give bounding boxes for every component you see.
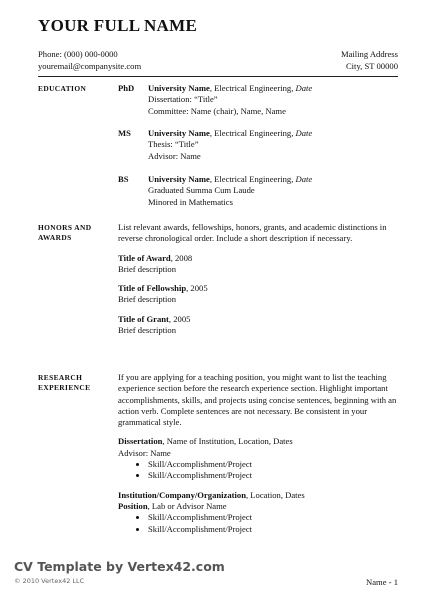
university-line: University Name, Electrical Engineering, Date xyxy=(148,83,313,93)
section-label-education: EDUCATION xyxy=(38,84,87,93)
edu-detail: Minored in Mathematics xyxy=(148,196,233,207)
research-intro: If you are applying for a teaching position, you might want to list the teaching experience section before the research experience section. Highlight important accomplishments, skills, and projects using concise sentences, beginning with an action verb. Complete sentences are not necessary. Be consistent in your grammatical style. xyxy=(118,372,397,428)
research-section xyxy=(118,372,400,535)
edu-detail: Graduated Summa Cum Laude xyxy=(148,185,255,196)
city-state-zip: City, ST 00000 xyxy=(345,61,398,71)
edu-detail: Thesis: “Title” xyxy=(148,139,199,150)
award-item: Title of Grant, 2005 Brief description xyxy=(118,313,191,336)
edu-detail: Committee: Name (chair), Name, Name xyxy=(148,105,286,116)
template-brand: CV Template by Vertex42.com xyxy=(14,559,225,574)
phone: Phone: (000) 000-0000 xyxy=(38,49,118,59)
degree: PhD xyxy=(118,83,135,93)
section-label-honors: HONORS AND AWARDS xyxy=(38,223,92,242)
research-entry: Dissertation, Name of Institution, Location, Dates Advisor: Name • Skill/Accomplishment/Project • Skill/Accomplishment/Project xyxy=(118,436,400,481)
address-block xyxy=(341,48,398,72)
degree: MS xyxy=(118,128,131,138)
mailing-address: Mailing Address xyxy=(340,49,398,59)
copyright: © 2010 Vertex42 LLC xyxy=(14,577,85,585)
bullet-item: • Skill/Accomplishment/Project xyxy=(148,470,400,481)
bullet-item: • Skill/Accomplishment/Project xyxy=(148,524,400,535)
header-divider xyxy=(38,76,398,77)
honors-section xyxy=(118,222,400,336)
section-label-research: RESEARCH EXPERIENCE xyxy=(38,373,91,392)
university-line: University Name, Electrical Engineering, Date xyxy=(148,128,313,138)
research-entry: Institution/Company/Organization, Location, Dates Position, Lab or Advisor Name • Skill/Accomplishment/Project • Skill/Accomplishment/Project xyxy=(118,490,400,535)
university-line: University Name, Electrical Engineering, Date xyxy=(148,174,313,184)
edu-detail: Dissertation: “Title” xyxy=(148,94,218,105)
award-item: Title of Award, 2008 Brief description xyxy=(118,252,193,274)
honors-intro: List relevant awards, fellowships, honors, grants, and academic distinctions in reverse chronological order. Include a short description if necessary. xyxy=(118,222,387,244)
degree: BS xyxy=(118,174,129,184)
full-name: YOUR FULL NAME xyxy=(38,16,198,35)
award-item: Title of Fellowship, 2005 Brief description xyxy=(118,283,208,305)
edu-detail: Advisor: Name xyxy=(148,150,201,161)
bullet-item: • Skill/Accomplishment/Project xyxy=(148,459,400,470)
bullet-item: • Skill/Accomplishment/Project xyxy=(148,512,400,523)
contact-block xyxy=(38,48,141,72)
email: youremail@companysite.com xyxy=(38,61,142,71)
page-number: Name - 1 xyxy=(366,577,398,587)
